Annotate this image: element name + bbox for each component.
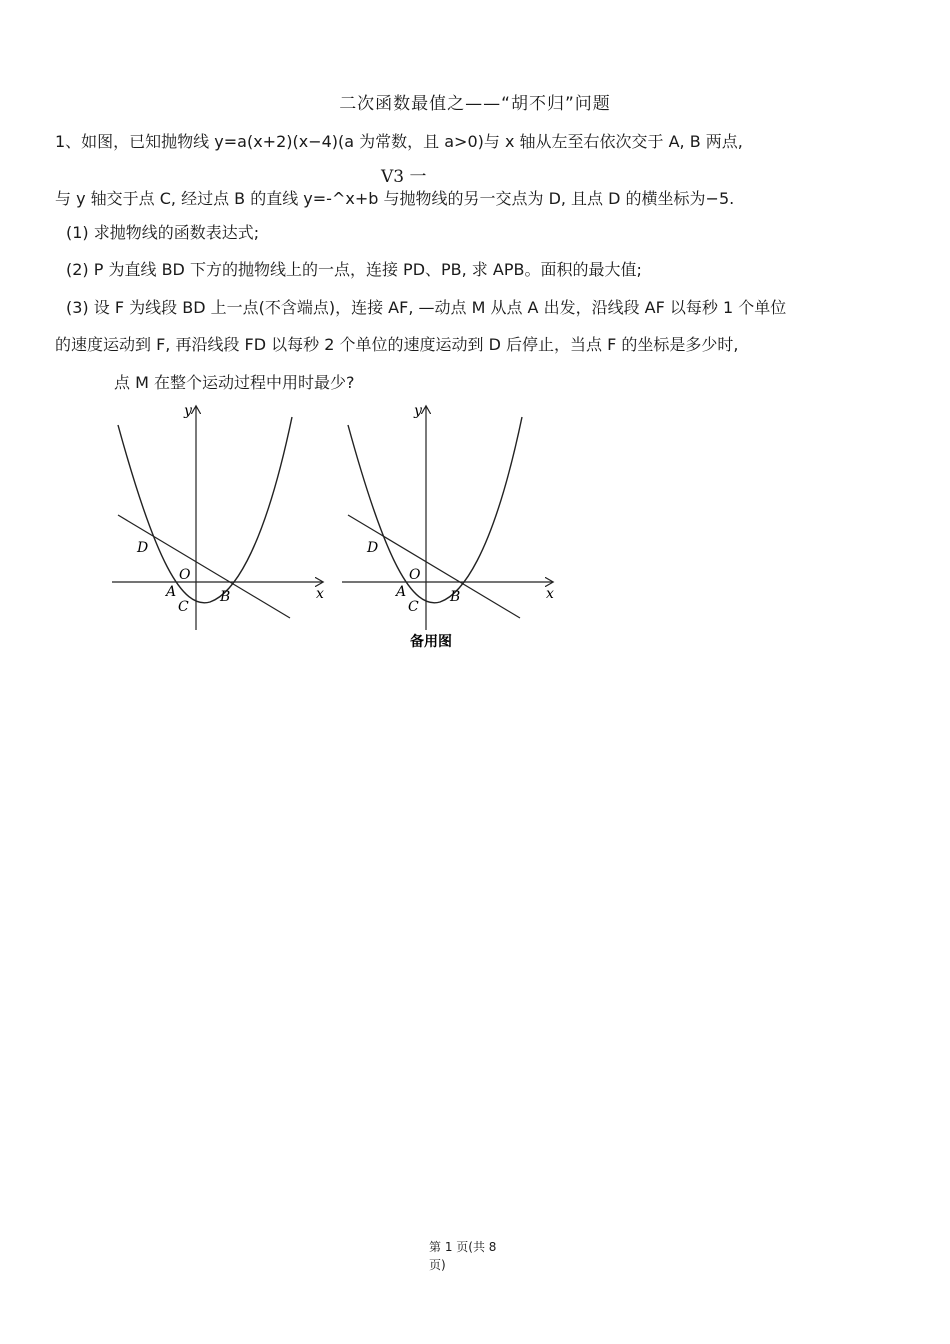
formula-fragment: V3 一 <box>381 167 427 187</box>
label-x: x <box>546 586 554 602</box>
label-a: A <box>166 584 177 600</box>
part-2: (2) P 为直线 BD 下方的抛物线上的一点，连接 PD、PB, 求 APB。面积的最大值; <box>66 260 642 279</box>
part-3-line-1: (3) 设 F 为线段 BD 上一点(不含端点)，连接 AF, —动点 M 从点 A 出发，沿线段 AF 以每秒 1 个单位 <box>66 298 787 317</box>
figure-spare <box>330 395 570 655</box>
label-x: x <box>316 586 324 602</box>
label-d: D <box>137 540 149 556</box>
label-b: B <box>220 589 231 605</box>
problem-line-2: 与 y 轴交于点 C, 经过点 B 的直线 y=-^x+b 与抛物线的另一交点为 D, 且点 D 的横坐标为−5. <box>55 189 735 208</box>
label-y: y <box>184 403 192 419</box>
part-3-line-2: 的速度运动到 F, 再沿线段 FD 以每秒 2 个单位的速度运动到 D 后停止，当点 F 的坐标是多少时, <box>55 335 739 354</box>
parabola-curve <box>348 417 522 603</box>
label-o: O <box>409 567 421 583</box>
page-footer-line-2: 页) <box>429 1258 446 1272</box>
problem-line-1: 1、如图，已知抛物线 y=a(x+2)(x−4)(a 为常数，且 a>0)与 x 轴从左至右依次交于 A, B 两点, <box>55 132 743 151</box>
label-d: D <box>367 540 379 556</box>
label-c: C <box>408 599 419 615</box>
page-footer-line-1: 第 1 页(共 8 <box>429 1240 497 1254</box>
part-1: (1) 求抛物线的函数表达式; <box>66 223 260 242</box>
parabola-curve <box>118 417 292 603</box>
label-a: A <box>396 584 407 600</box>
page-title: 二次函数最值之——“胡不归”问题 <box>339 94 611 114</box>
label-b: B <box>450 589 461 605</box>
part-3-line-3: 点 M 在整个运动过程中用时最少? <box>114 373 355 392</box>
figure-main-svg <box>100 395 340 635</box>
label-c: C <box>178 599 189 615</box>
figure-main <box>100 395 340 635</box>
figure-caption: 备用图 <box>410 634 452 650</box>
label-o: O <box>179 567 191 583</box>
figure-spare-svg <box>330 395 570 655</box>
label-y: y <box>414 403 422 419</box>
